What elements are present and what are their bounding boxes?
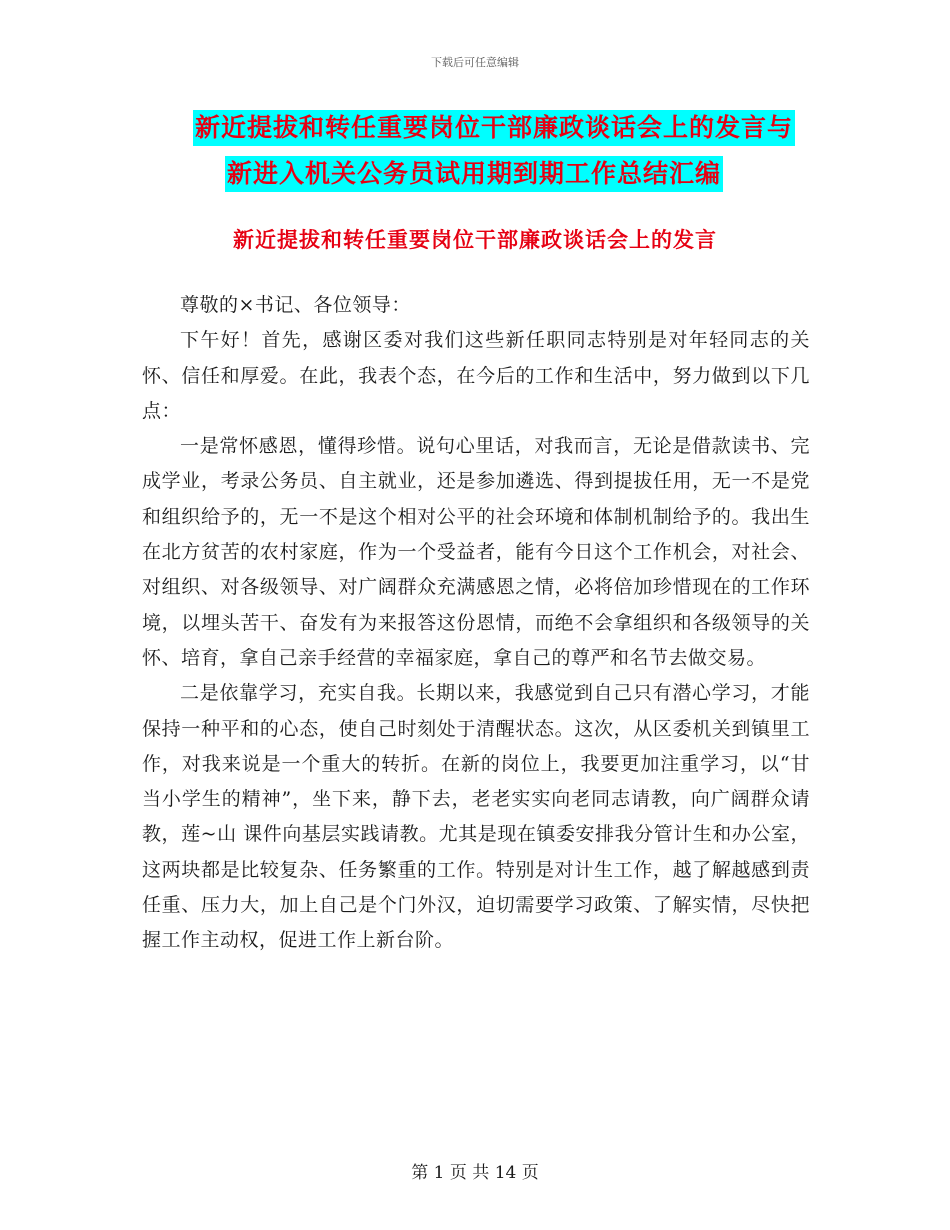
paragraph-point-1: 一是常怀感恩，懂得珍惜。说句心里话，对我而言，无论是借款读书、完成学业，考录公务员、自主就业，还是参加遴选、得到提拔任用，无一不是党和组织给予的，无一不是这个相对公平的社会环境和体制机制给予的。我出生在北方贫苦的农村家庭，作为一个受益者，能有今日这个工作机会，对社会、对组织、对各级领导、对广阔群众充满感恩之情，必将倍加珍惜现在的工作环境，以埋头苦干、奋发有为来报答这份恩情，而绝不会拿组织和各级领导的关怀、培育，拿自己亲手经营的幸福家庭，拿自己的尊严和名节去做交易。 [142, 435, 810, 669]
body-text [142, 288, 810, 959]
header-note: 下载后可任意编辑 [431, 56, 519, 69]
main-title-line-1: 新近提拔和转任重要岗位干部廉政谈话会上的发言与 [193, 110, 795, 146]
main-title [0, 110, 950, 192]
page-footer: 第 1 页 共 14 页 [411, 1163, 539, 1183]
paragraph-salutation: 尊敬的×书记、各位领导： [180, 294, 411, 316]
paragraph-greeting: 下午好！首先，感谢区委对我们这些新任职同志特别是对年轻同志的关怀、信任和厚爱。在此，我表个态，在今后的工作和生活中，努力做到以下几点： [142, 329, 810, 422]
paragraph-point-2: 二是依靠学习，充实自我。长期以来，我感觉到自己只有潜心学习，才能保持一种平和的心态，使自己时刻处于清醒状态。这次，从区委机关到镇里工作，对我来说是一个重大的转折。在新的岗位上，我要更加注重学习，以“甘当小学生的精神”，坐下来，静下去，老老实实向老同志请教，向广阔群众请教，莲~山 课件向基层实践请教。尤其是现在镇委安排我分管计生和办公室，这两块都是比较复杂、任务繁重的工作。特别是对计生工作，越了解越感到责任重、压力大，加上自己是个门外汉，迫切需要学习政策、了解实情，尽快把握工作主动权，促进工作上新台阶。 [142, 682, 810, 952]
main-title-line-2: 新进入机关公务员试用期到期工作总结汇编 [225, 156, 723, 192]
section-title: 新近提拔和转任重要岗位干部廉政谈话会上的发言 [233, 227, 717, 252]
